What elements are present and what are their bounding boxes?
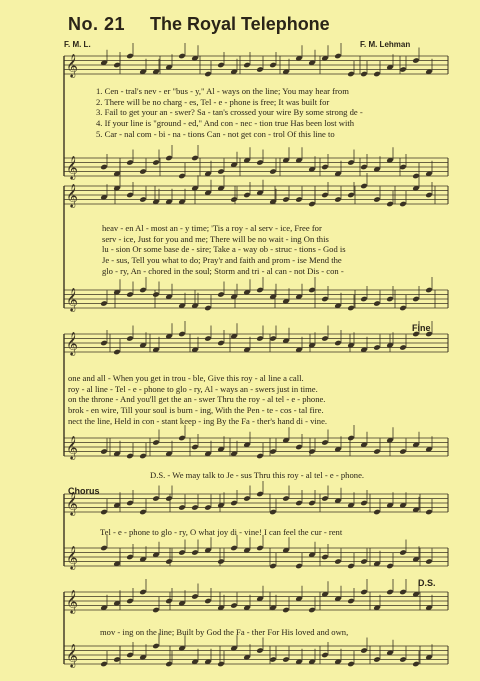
clef-icon: 𝄞 xyxy=(66,643,78,667)
lyric-line: 3. Fail to get your an - swer? Sa - tan's crossed your wire By some strong de - xyxy=(96,107,363,118)
lyric-line: serv - ice, Just for you and me; There will be no wait - ing On this xyxy=(102,233,329,244)
lyric-line: on the throne - And you'll get the an - swer Thru the roy - al tel - e - phone. xyxy=(68,394,326,405)
clef-icon: 𝄞 xyxy=(66,287,78,311)
lyric-line: one and all - When you get in trou - ble, Give this roy - al line a call. xyxy=(68,373,304,383)
verse-part1 xyxy=(96,86,363,140)
clef-icon: 𝄞 xyxy=(66,491,78,515)
clef-icon: 𝄞 xyxy=(66,589,78,613)
hymn-title: The Royal Telephone xyxy=(150,14,330,34)
lyric-line: glo - ry, An - chored in the soul; Storm and tri - al can - not Dis - con - xyxy=(102,265,344,276)
lyric-line: Je - sus, Tell you what to do; Pray'r and faith and prom - ise Mend the xyxy=(102,255,342,266)
lyric-line: 2. There will be no charg - es, Tel - e - phone is free; It was built for xyxy=(96,96,330,107)
music-credit: F. M. Lehman xyxy=(360,40,411,49)
fine-marking: Fine xyxy=(412,323,431,333)
clef-icon: 𝄞 xyxy=(66,183,78,207)
ds-refrain-line: D.S. - We may talk to Je - sus Thru this roy - al tel - e - phone. xyxy=(150,470,365,480)
chorus-lyric-2: mov - ing on the line; Built by God the Fa - ther For His loved and own, xyxy=(100,627,349,637)
lyric-line: heav - en Al - most an - y time; 'Tis a roy - al serv - ice, Free for xyxy=(102,223,322,233)
lyric-line: brok - en wire, Till your soul is burn - ing, With the Pen - te - cos - tal fire. xyxy=(68,405,324,416)
lyric-line: 1. Cen - tral's nev - er "bus - y," Al - ways on the line; You may hear from xyxy=(96,86,349,96)
ds-marking: D.S. xyxy=(418,578,436,588)
clef-icon: 𝄞 xyxy=(66,155,78,179)
words-credit: F. M. L. xyxy=(64,40,91,49)
lyric-line: 4. If your line is "ground - ed," And con - nec - tion true Has been lost with xyxy=(96,118,355,129)
chorus-lyric-1: Tel - e - phone to glo - ry, O what joy di - vine! I can feel the cur - rent xyxy=(100,527,343,537)
lyric-line: lu - sion Or some base de - sire; Take a - way ob - struc - tions - God is xyxy=(102,244,346,255)
hymn-number: No. 21 xyxy=(68,14,126,34)
lyric-line: 5. Car - nal com - bi - na - tions Can - not get con - trol Of this line to xyxy=(96,128,335,139)
lyric-line: roy - al line - Tel - e - phone to glo - ry, Al - ways an - swers just in time. xyxy=(68,383,318,394)
verse-part3 xyxy=(68,373,327,427)
clef-icon: 𝄞 xyxy=(66,331,78,355)
clef-icon: 𝄞 xyxy=(66,545,78,569)
clef-icon: 𝄞 xyxy=(66,435,78,459)
lyric-line: nect the line, Held in con - stant keep - ing By the Fa - ther's hand di - vine. xyxy=(68,415,328,426)
verse-part2 xyxy=(102,223,346,277)
clef-icon: 𝄞 xyxy=(66,53,78,77)
chorus-label: Chorus xyxy=(68,486,100,496)
